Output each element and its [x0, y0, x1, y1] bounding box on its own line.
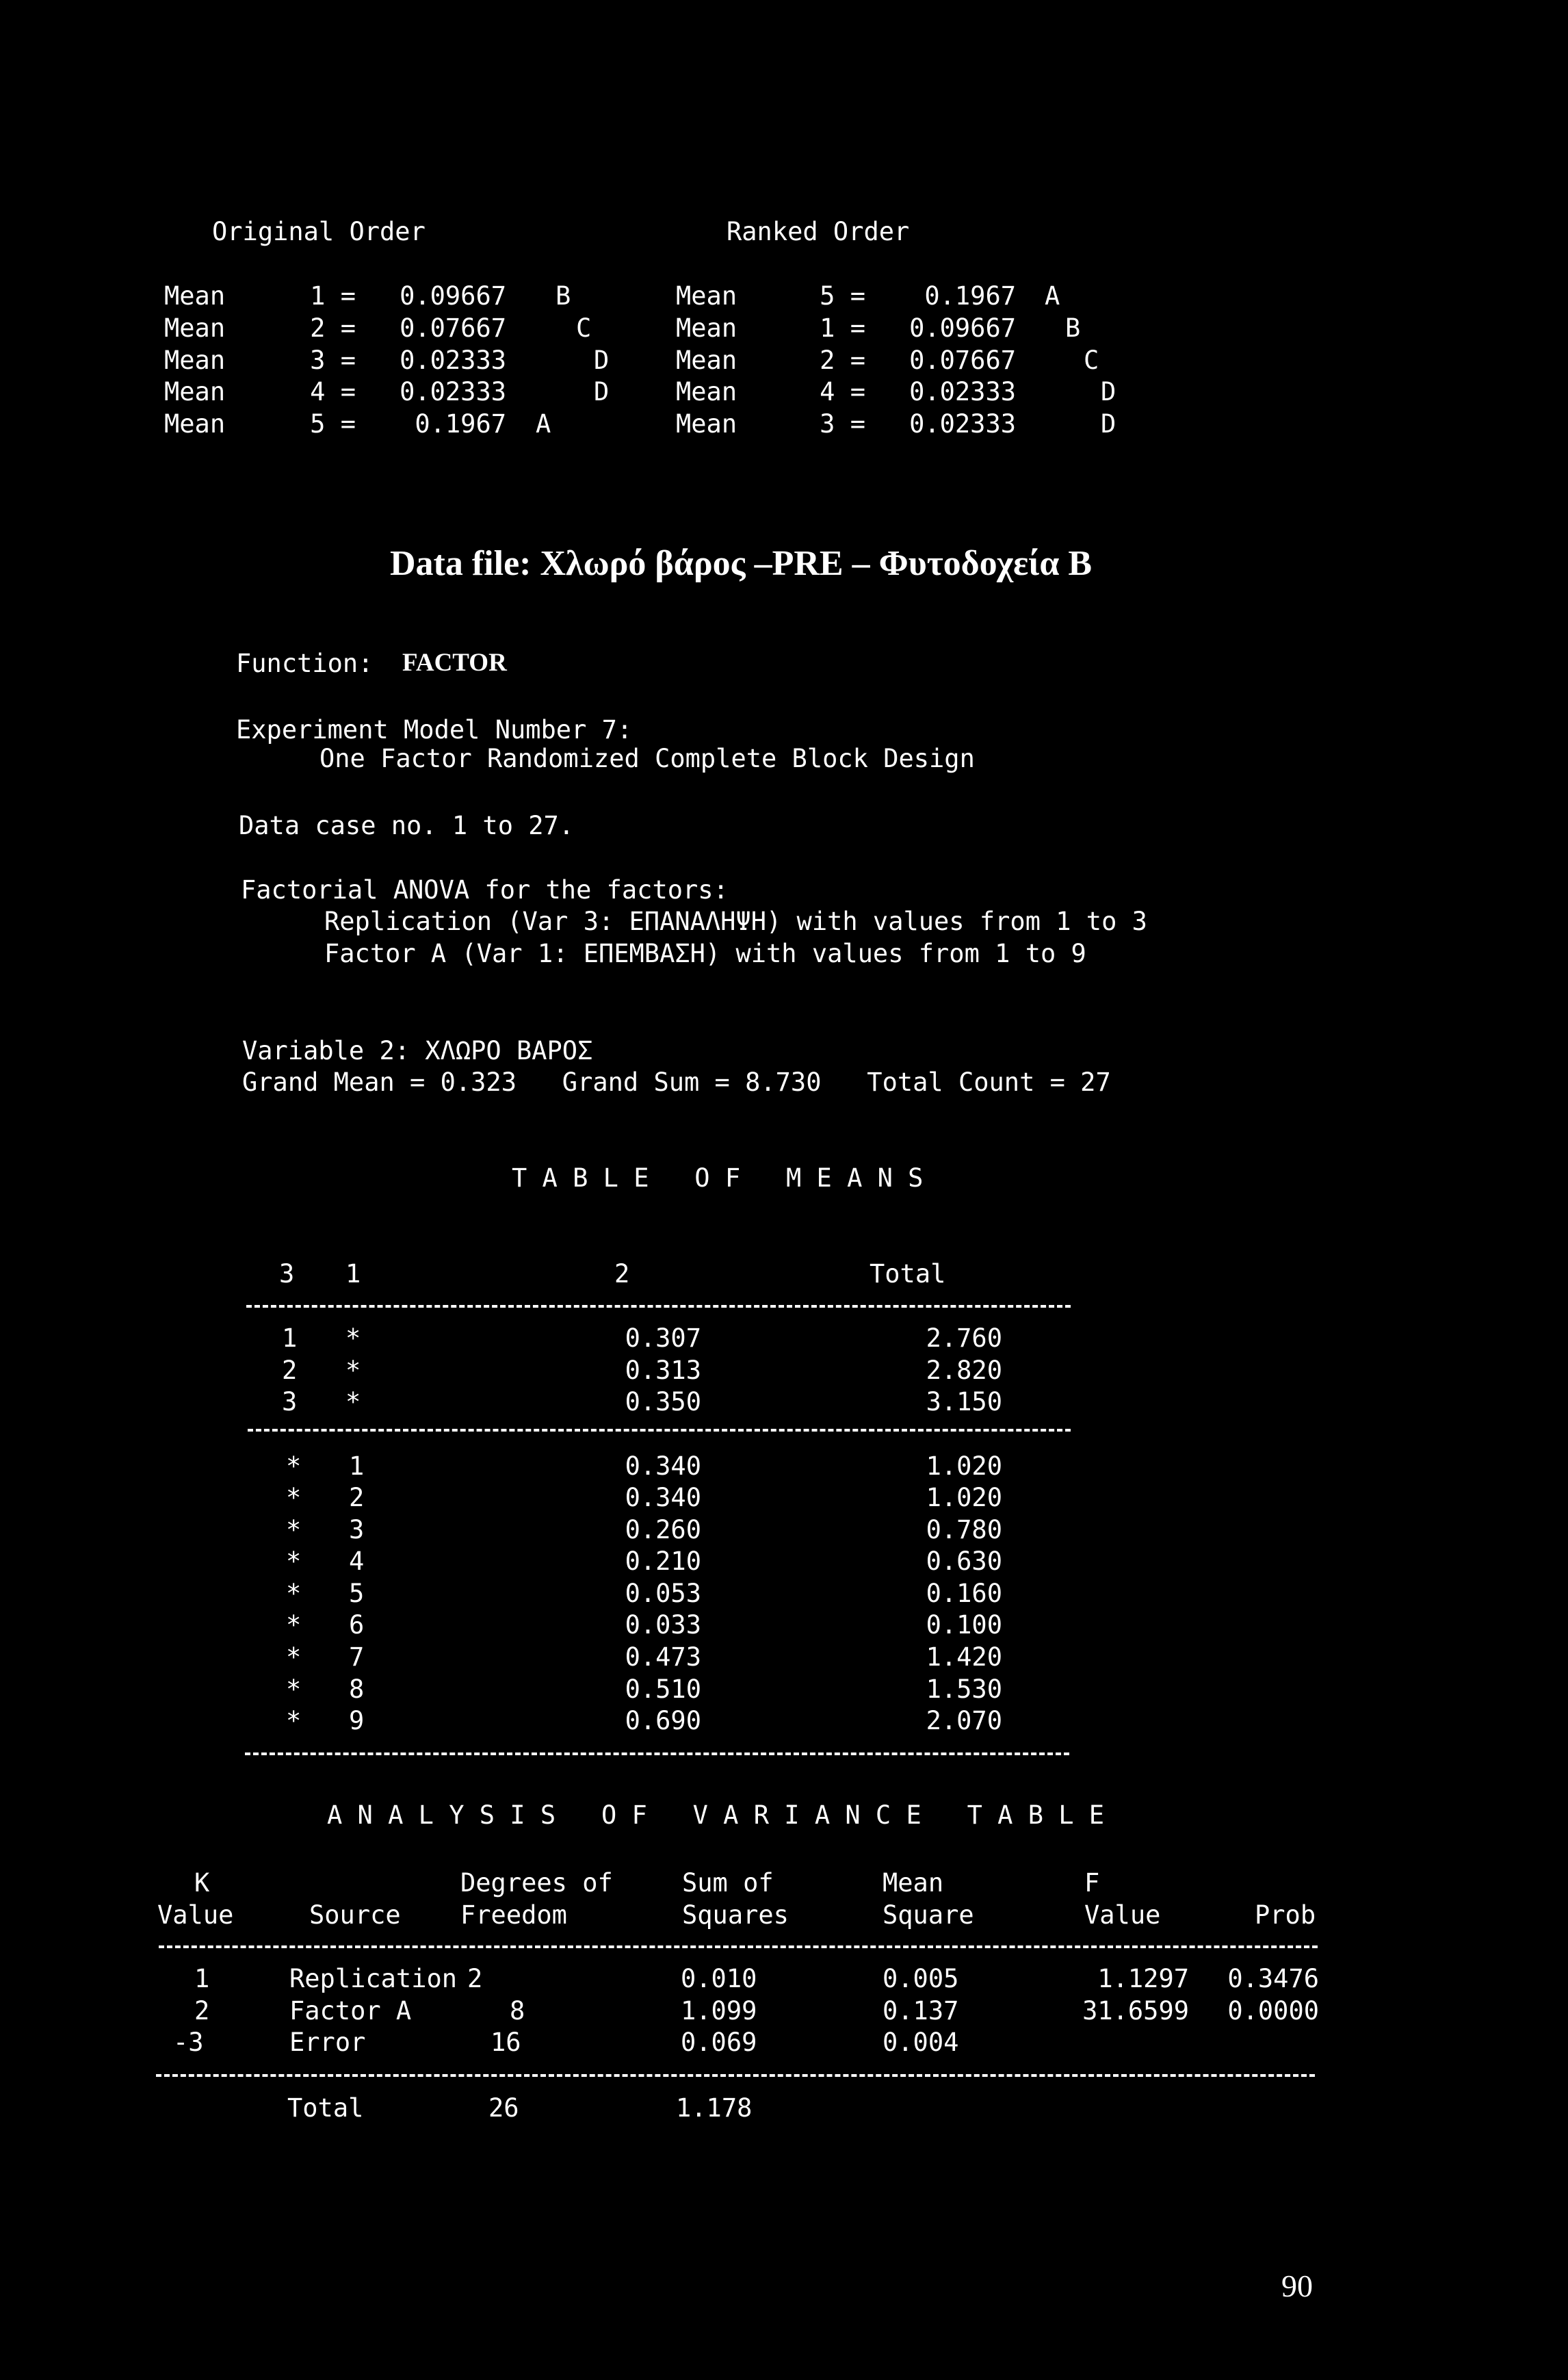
column-header: Degrees of — [460, 1868, 613, 1898]
cell: 0.510 — [625, 1674, 701, 1704]
column-header: K — [194, 1868, 210, 1898]
mean-group: D — [594, 377, 610, 406]
mean-label: Mean — [164, 409, 226, 439]
mean-value: 0.07667 — [909, 346, 1016, 375]
cell: 1.020 — [926, 1483, 1002, 1512]
cell: Replication — [289, 1964, 458, 1993]
mean-label: Mean — [164, 377, 226, 406]
variable-name: Variable 2: ΧΛΩΡΟ ΒΑΡΟΣ — [242, 1036, 593, 1065]
cell: 8 — [349, 1674, 365, 1704]
divider — [159, 1945, 1318, 1948]
cell: 0.630 — [926, 1547, 1002, 1576]
cell: * — [286, 1610, 302, 1640]
cell: * — [345, 1387, 361, 1417]
cell: * — [286, 1547, 302, 1576]
cell: 0.690 — [625, 1706, 701, 1735]
data-case-range: Data case no. 1 to 27. — [239, 811, 575, 840]
function-value: FACTOR — [402, 649, 507, 677]
cell: 5 — [349, 1579, 365, 1608]
cell: 3 — [349, 1515, 365, 1544]
cell: 0.340 — [625, 1451, 701, 1481]
cell: * — [286, 1579, 302, 1608]
cell: 2 — [194, 1996, 210, 2026]
mean-label: Mean — [676, 409, 737, 439]
function-label: Function: — [236, 649, 389, 678]
mean-value: 0.02333 — [909, 377, 1016, 406]
mean-label: Mean — [164, 313, 226, 343]
mean-index: 1 = — [310, 281, 356, 311]
anova-factors-heading: Factorial ANOVA for the factors: — [241, 875, 729, 905]
cell: 26 — [488, 2093, 519, 2123]
cell: 2.070 — [926, 1706, 1002, 1735]
cell: * — [286, 1642, 302, 1672]
column-header: 1 — [345, 1259, 361, 1289]
column-header: Square — [883, 1900, 974, 1930]
mean-label: Mean — [164, 346, 226, 375]
table-of-means-title: T A B L E O F M E A N S — [512, 1163, 924, 1193]
cell: 1 — [282, 1323, 298, 1353]
cell: * — [286, 1483, 302, 1512]
cell: * — [286, 1706, 302, 1735]
mean-index: 3 = — [310, 346, 356, 375]
cell: 1 — [349, 1451, 365, 1481]
original-order-heading: Original Order — [212, 217, 426, 246]
cell: -3 — [173, 2028, 204, 2057]
column-header: Sum of — [682, 1868, 774, 1898]
cell: 16 — [491, 2028, 521, 2057]
cell: 4 — [349, 1547, 365, 1576]
cell: 2.820 — [926, 1356, 1002, 1385]
experiment-model: Experiment Model Number 7: — [236, 715, 633, 745]
mean-label: Mean — [676, 281, 737, 311]
cell: 2.760 — [926, 1323, 1002, 1353]
mean-label: Mean — [164, 281, 226, 311]
mean-group: D — [1101, 377, 1116, 406]
mean-group: B — [1065, 313, 1081, 343]
column-header: Value — [157, 1900, 234, 1930]
mean-index: 4 = — [820, 377, 865, 406]
cell: 0.033 — [625, 1610, 701, 1640]
mean-index: 3 = — [820, 409, 865, 439]
cell: 7 — [349, 1642, 365, 1672]
data-file-title: Data file: Χλωρό βάρος –PRE – Φυτοδοχεία Β — [390, 544, 1093, 583]
factor-a-line: Factor A (Var 1: ΕΠΕΜΒΑΣΗ) with values from 1 to 9 — [324, 939, 1086, 968]
cell: 1.420 — [926, 1642, 1002, 1672]
divider — [156, 2074, 1315, 2077]
column-header: Squares — [682, 1900, 789, 1930]
cell: 0.210 — [625, 1547, 701, 1576]
cell: 0.350 — [625, 1387, 701, 1417]
mean-label: Mean — [676, 346, 737, 375]
mean-value: 0.02333 — [400, 346, 506, 375]
mean-group: D — [1101, 409, 1116, 439]
cell: 3.150 — [926, 1387, 1002, 1417]
column-header: Value — [1084, 1900, 1161, 1930]
mean-value: 0.1967 — [924, 281, 1016, 311]
mean-label: Mean — [676, 313, 737, 343]
column-header: Prob — [1255, 1900, 1316, 1930]
mean-value: 0.02333 — [909, 409, 1016, 439]
cell: 2 — [467, 1964, 483, 1993]
column-header: 3 — [279, 1259, 295, 1289]
mean-group: C — [576, 313, 592, 343]
column-header: Source — [309, 1900, 401, 1930]
mean-index: 2 = — [820, 346, 865, 375]
column-header: 2 — [614, 1259, 630, 1289]
cell: 1.020 — [926, 1451, 1002, 1481]
cell: 31.6599 — [1082, 1996, 1189, 2026]
cell: 2 — [282, 1356, 298, 1385]
cell: 1.530 — [926, 1674, 1002, 1704]
cell: 0.340 — [625, 1483, 701, 1512]
mean-value: 0.09667 — [909, 313, 1016, 343]
cell: 0.3476 — [1227, 1964, 1319, 1993]
mean-index: 4 = — [310, 377, 356, 406]
cell: 2 — [349, 1483, 365, 1512]
cell: Total — [287, 2093, 364, 2123]
divider — [245, 1752, 1069, 1755]
column-header: F — [1084, 1868, 1100, 1898]
cell: Error — [289, 2028, 366, 2057]
cell: 0.0000 — [1227, 1996, 1319, 2026]
cell: 1.1297 — [1097, 1964, 1189, 1993]
mean-label: Mean — [676, 377, 737, 406]
mean-index: 5 = — [820, 281, 865, 311]
cell: * — [345, 1323, 361, 1353]
column-header: Freedom — [460, 1900, 567, 1930]
cell: 6 — [349, 1610, 365, 1640]
mean-value: 0.09667 — [400, 281, 506, 311]
cell: * — [345, 1356, 361, 1385]
mean-group: C — [1084, 346, 1099, 375]
cell: * — [286, 1674, 302, 1704]
cell: 8 — [510, 1996, 525, 2026]
cell: 1 — [194, 1964, 210, 1993]
mean-index: 2 = — [310, 313, 356, 343]
column-header: Mean — [883, 1868, 944, 1898]
cell: 0.780 — [926, 1515, 1002, 1544]
page-number: 90 — [1281, 2268, 1313, 2303]
cell: 1.178 — [676, 2093, 753, 2123]
cell: 0.005 — [883, 1964, 959, 1993]
cell: 0.053 — [625, 1579, 701, 1608]
cell: 9 — [349, 1706, 365, 1735]
cell: * — [286, 1515, 302, 1544]
mean-index: 5 = — [310, 409, 356, 439]
mean-group: B — [556, 281, 571, 311]
cell: Factor A — [289, 1996, 412, 2026]
cell: 0.260 — [625, 1515, 701, 1544]
cell: 0.137 — [883, 1996, 959, 2026]
grand-summary: Grand Mean = 0.323 Grand Sum = 8.730 Total Count = 27 — [242, 1068, 1111, 1097]
column-header: Total — [870, 1259, 946, 1289]
replication-factor-line: Replication (Var 3: ΕΠΑΝΑΛΗΨΗ) with values from 1 to 3 — [324, 907, 1147, 936]
cell: 1.099 — [681, 1996, 757, 2026]
divider — [248, 1429, 1071, 1432]
mean-index: 1 = — [820, 313, 865, 343]
mean-value: 0.02333 — [400, 377, 506, 406]
mean-group: A — [536, 409, 551, 439]
divider — [246, 1305, 1071, 1308]
cell: 0.100 — [926, 1610, 1002, 1640]
cell: 0.160 — [926, 1579, 1002, 1608]
cell: 0.313 — [625, 1356, 701, 1385]
cell: 0.010 — [681, 1964, 757, 1993]
cell: * — [286, 1451, 302, 1481]
mean-group: D — [594, 346, 610, 375]
cell: 0.307 — [625, 1323, 701, 1353]
cell: 0.069 — [681, 2028, 757, 2057]
cell: 0.473 — [625, 1642, 701, 1672]
mean-value: 0.07667 — [400, 313, 506, 343]
cell: 3 — [282, 1387, 298, 1417]
mean-value: 0.1967 — [415, 409, 506, 439]
experiment-design: One Factor Randomized Complete Block Design — [319, 744, 975, 773]
cell: 0.004 — [883, 2028, 959, 2057]
ranked-order-heading: Ranked Order — [727, 217, 910, 246]
anova-table-title: A N A L Y S I S O F V A R I A N C E T A B L E — [327, 1800, 1105, 1830]
mean-group: A — [1045, 281, 1060, 311]
